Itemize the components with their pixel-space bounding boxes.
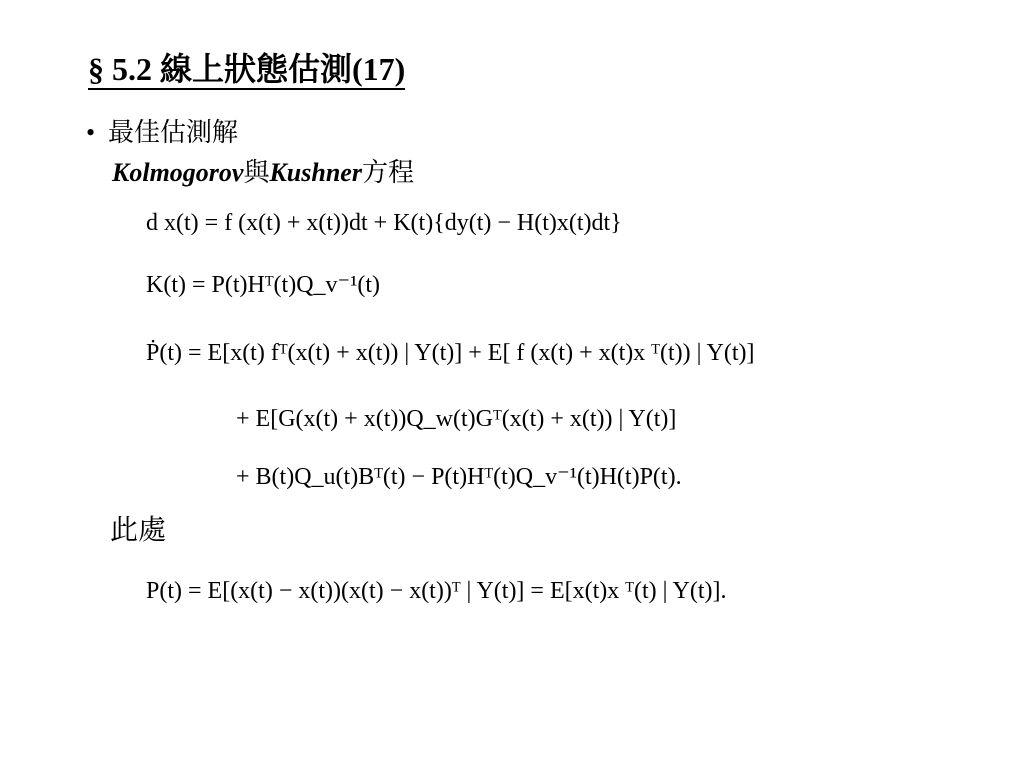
conj-label: 與 [243, 158, 270, 188]
kushner-label: Kushner [269, 158, 362, 187]
equation-suffix: 方程 [361, 158, 414, 188]
kolmogorov-label: Kolmogorov [112, 158, 244, 187]
here-label: 此處 [110, 513, 167, 546]
equation-state-estimate: d x(t) = f (x(t) + x(t))dt + K(t){dy(t) − H(t)x(t)dt} [146, 210, 622, 236]
bullet-text: 最佳估測解 [108, 118, 239, 148]
equation-gain: K(t) = P(t)Hᵀ(t)Q_v⁻¹(t) [146, 272, 381, 298]
slide-title: § 5.2 線上狀態估測(17) [88, 50, 405, 90]
equation-covariance-term2: + E[G(x(t) + x(t))Q_w(t)Gᵀ(x(t) + x(t)) | Y(t)] [236, 406, 677, 432]
equation-covariance-term3: + B(t)Q_u(t)Bᵀ(t) − P(t)Hᵀ(t)Q_v⁻¹(t)H(t)P(t). [236, 464, 682, 490]
equation-covariance-derivative: Ṗ(t) = E[x(t) fᵀ(x(t) + x(t)) | Y(t)] + E[ f (x(t) + x(t)x ᵀ(t)) | Y(t)] [146, 340, 755, 366]
bullet-marker: • [86, 118, 96, 147]
bullet-item [86, 116, 238, 150]
equation-name [112, 156, 414, 190]
equation-covariance-definition: P(t) = E[(x(t) − x(t))(x(t) − x(t))ᵀ | Y(t)] = E[x(t)x ᵀ(t) | Y(t)]. [146, 578, 727, 604]
